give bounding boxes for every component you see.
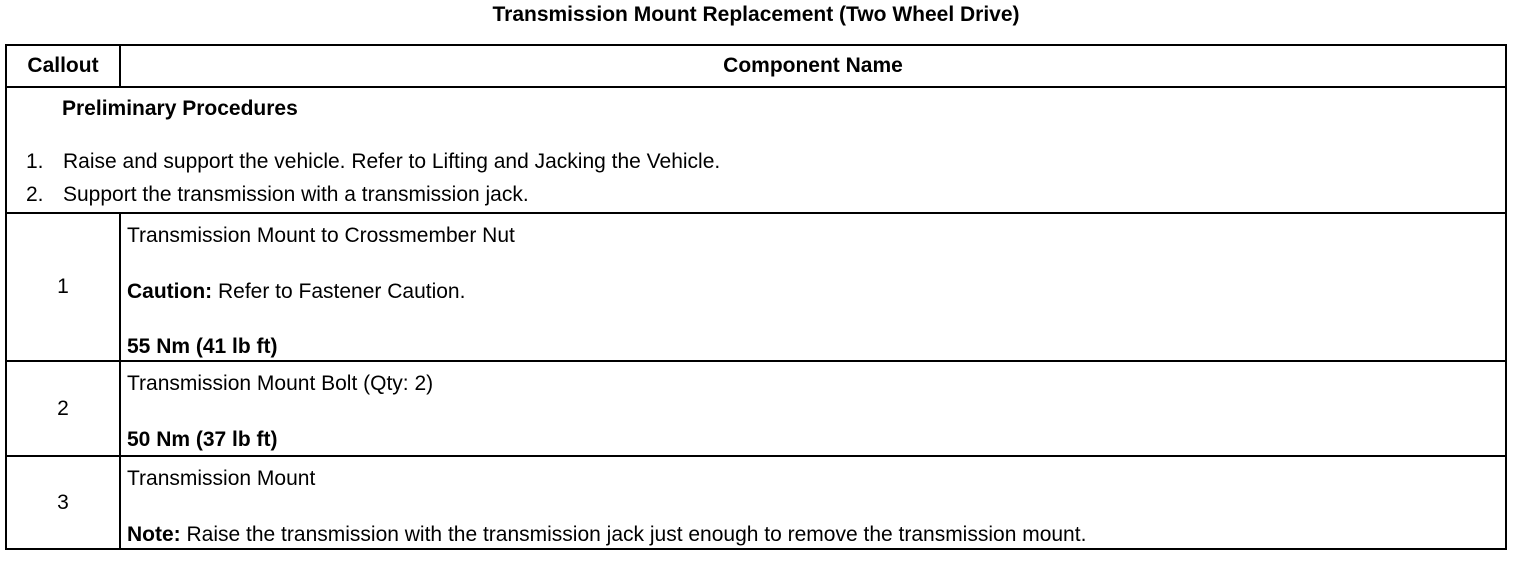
note-line	[127, 523, 1086, 547]
step-number: 1.	[26, 150, 44, 173]
component-name: Transmission Mount to Crossmember Nut	[127, 224, 515, 247]
preliminary-title: Preliminary Procedures	[62, 97, 298, 120]
caution-line	[127, 280, 465, 304]
header-component-name: Component Name	[120, 45, 1506, 87]
step-text: Raise and support the vehicle. Refer to Lifting and Jacking the Vehicle.	[63, 150, 721, 173]
torque-spec: 50 Nm (37 lb ft)	[127, 428, 278, 451]
component-name: Transmission Mount Bolt (Qty: 2)	[127, 372, 434, 395]
component-cell	[120, 361, 1506, 456]
callout-cell: 1	[6, 213, 120, 361]
table-row	[6, 456, 1506, 549]
caution-label: Caution:	[127, 280, 213, 303]
component-name: Transmission Mount	[127, 467, 316, 490]
header-callout: Callout	[6, 45, 120, 87]
component-cell	[120, 213, 1506, 361]
callout-cell: 2	[6, 361, 120, 456]
torque-spec: 55 Nm (41 lb ft)	[127, 335, 278, 358]
table-header-row	[6, 45, 1506, 87]
note-label: Note:	[127, 523, 181, 546]
step-text: Support the transmission with a transmission jack.	[63, 183, 529, 206]
document-title: Transmission Mount Replacement (Two Wheel Drive)	[492, 3, 1020, 26]
step-number: 2.	[26, 183, 44, 206]
caution-text: Refer to Fastener Caution.	[212, 280, 466, 303]
preliminary-row	[6, 87, 1506, 213]
component-cell	[120, 456, 1506, 549]
note-text: Raise the transmission with the transmission jack just enough to remove the transmission mount.	[180, 523, 1087, 546]
table-row	[6, 361, 1506, 456]
preliminary-cell	[6, 87, 1506, 213]
procedure-table	[5, 44, 1507, 550]
callout-cell: 3	[6, 456, 120, 549]
table-row	[6, 213, 1506, 361]
